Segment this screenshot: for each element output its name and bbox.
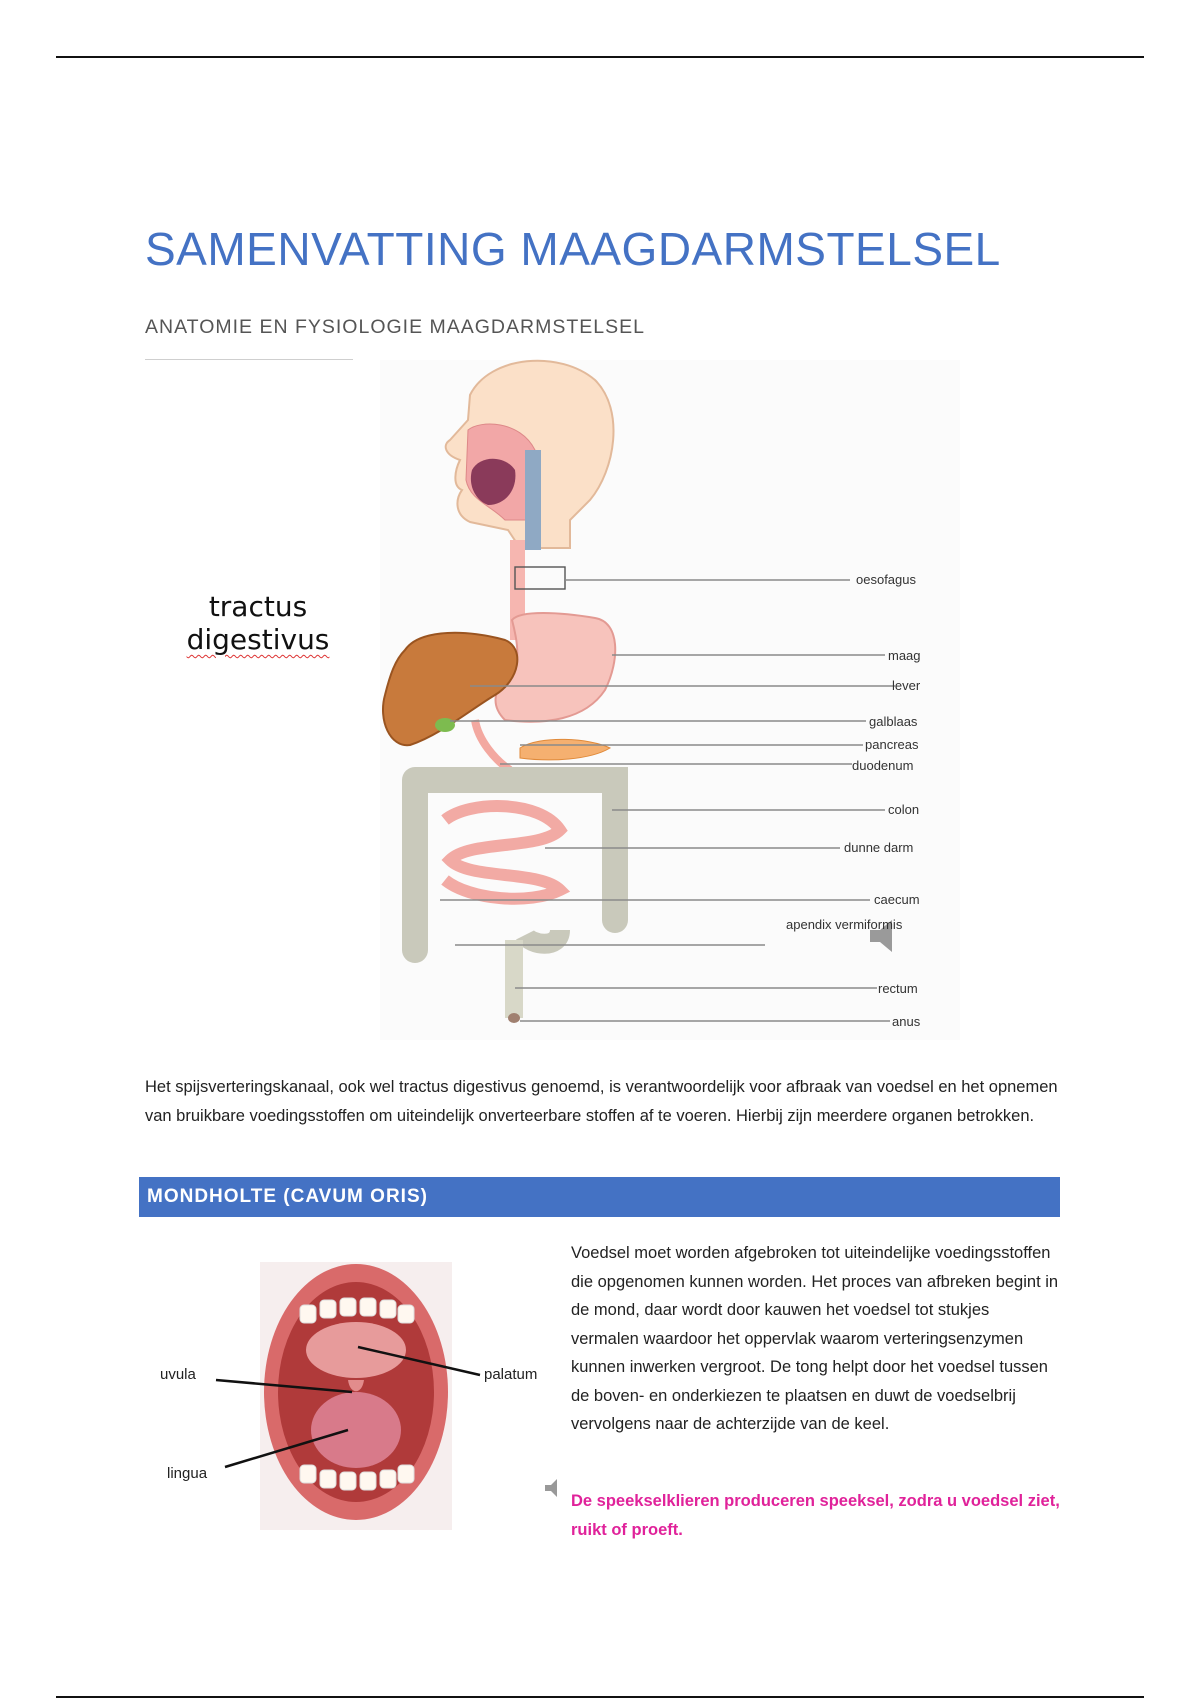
page-title: SAMENVATTING MAAGDARMSTELSEL <box>145 223 1001 275</box>
label-galblaas: galblaas <box>869 714 918 729</box>
page-subtitle: ANATOMIE EN FYSIOLOGIE MAAGDARMSTELSEL <box>145 316 645 338</box>
bottom-rule <box>56 1696 1144 1698</box>
label-colon: colon <box>888 802 920 817</box>
label-rectum: rectum <box>878 981 918 996</box>
label-line-2: digestivus <box>186 623 330 656</box>
label-line-1: tractus <box>208 590 308 623</box>
label-apendix: apendix vermiformis <box>786 917 903 932</box>
label-palatum: palatum <box>484 1366 538 1383</box>
label-lever: lever <box>892 678 921 693</box>
label-anus: anus <box>892 1014 921 1029</box>
label-caecum: caecum <box>874 892 920 907</box>
label-duodenum: duodenum <box>852 758 914 773</box>
label-oesofagus: oesofagus <box>856 572 916 587</box>
label-maag: maag <box>888 648 921 663</box>
label-lingua: lingua <box>167 1465 208 1482</box>
label-uvula: uvula <box>160 1366 196 1383</box>
intro-paragraph: Het spijsverteringskanaal, ook wel tractus digestivus genoemd, is verantwoordelijk voor afbraak van voedsel en het opnemen van bruikbare voedingsstoffen om uiteindelijk onverteerbare stoffen af te voeren. Hierbij zijn meerdere organen betrokken. <box>145 1078 1058 1125</box>
saliva-highlight: De speekselklieren produceren speeksel, zodra u voedsel ziet, ruikt of proeft. <box>571 1492 1060 1539</box>
section-heading: MONDHOLTE (CAVUM ORIS) <box>147 1186 428 1207</box>
label-pancreas: pancreas <box>865 737 919 752</box>
label-dunne-darm: dunne darm <box>844 840 914 855</box>
mouth-paragraph: Voedsel moet worden afgebroken tot uiteindelijke voedingsstoffen die opgenomen kunnen worden. Het proces van afbreken begint in de mond, daar wordt door kauwen het voedsel tot stukjes vermalen waardoor het oppervlak waarom verteringsenzymen kunnen inwerken vergroot. De tong helpt door het voedsel tussen de boven- en onderkiezen te plaatsen en duwt de voedselbrij vervolgens naar de achterzijde van de keel. <box>571 1244 1059 1433</box>
